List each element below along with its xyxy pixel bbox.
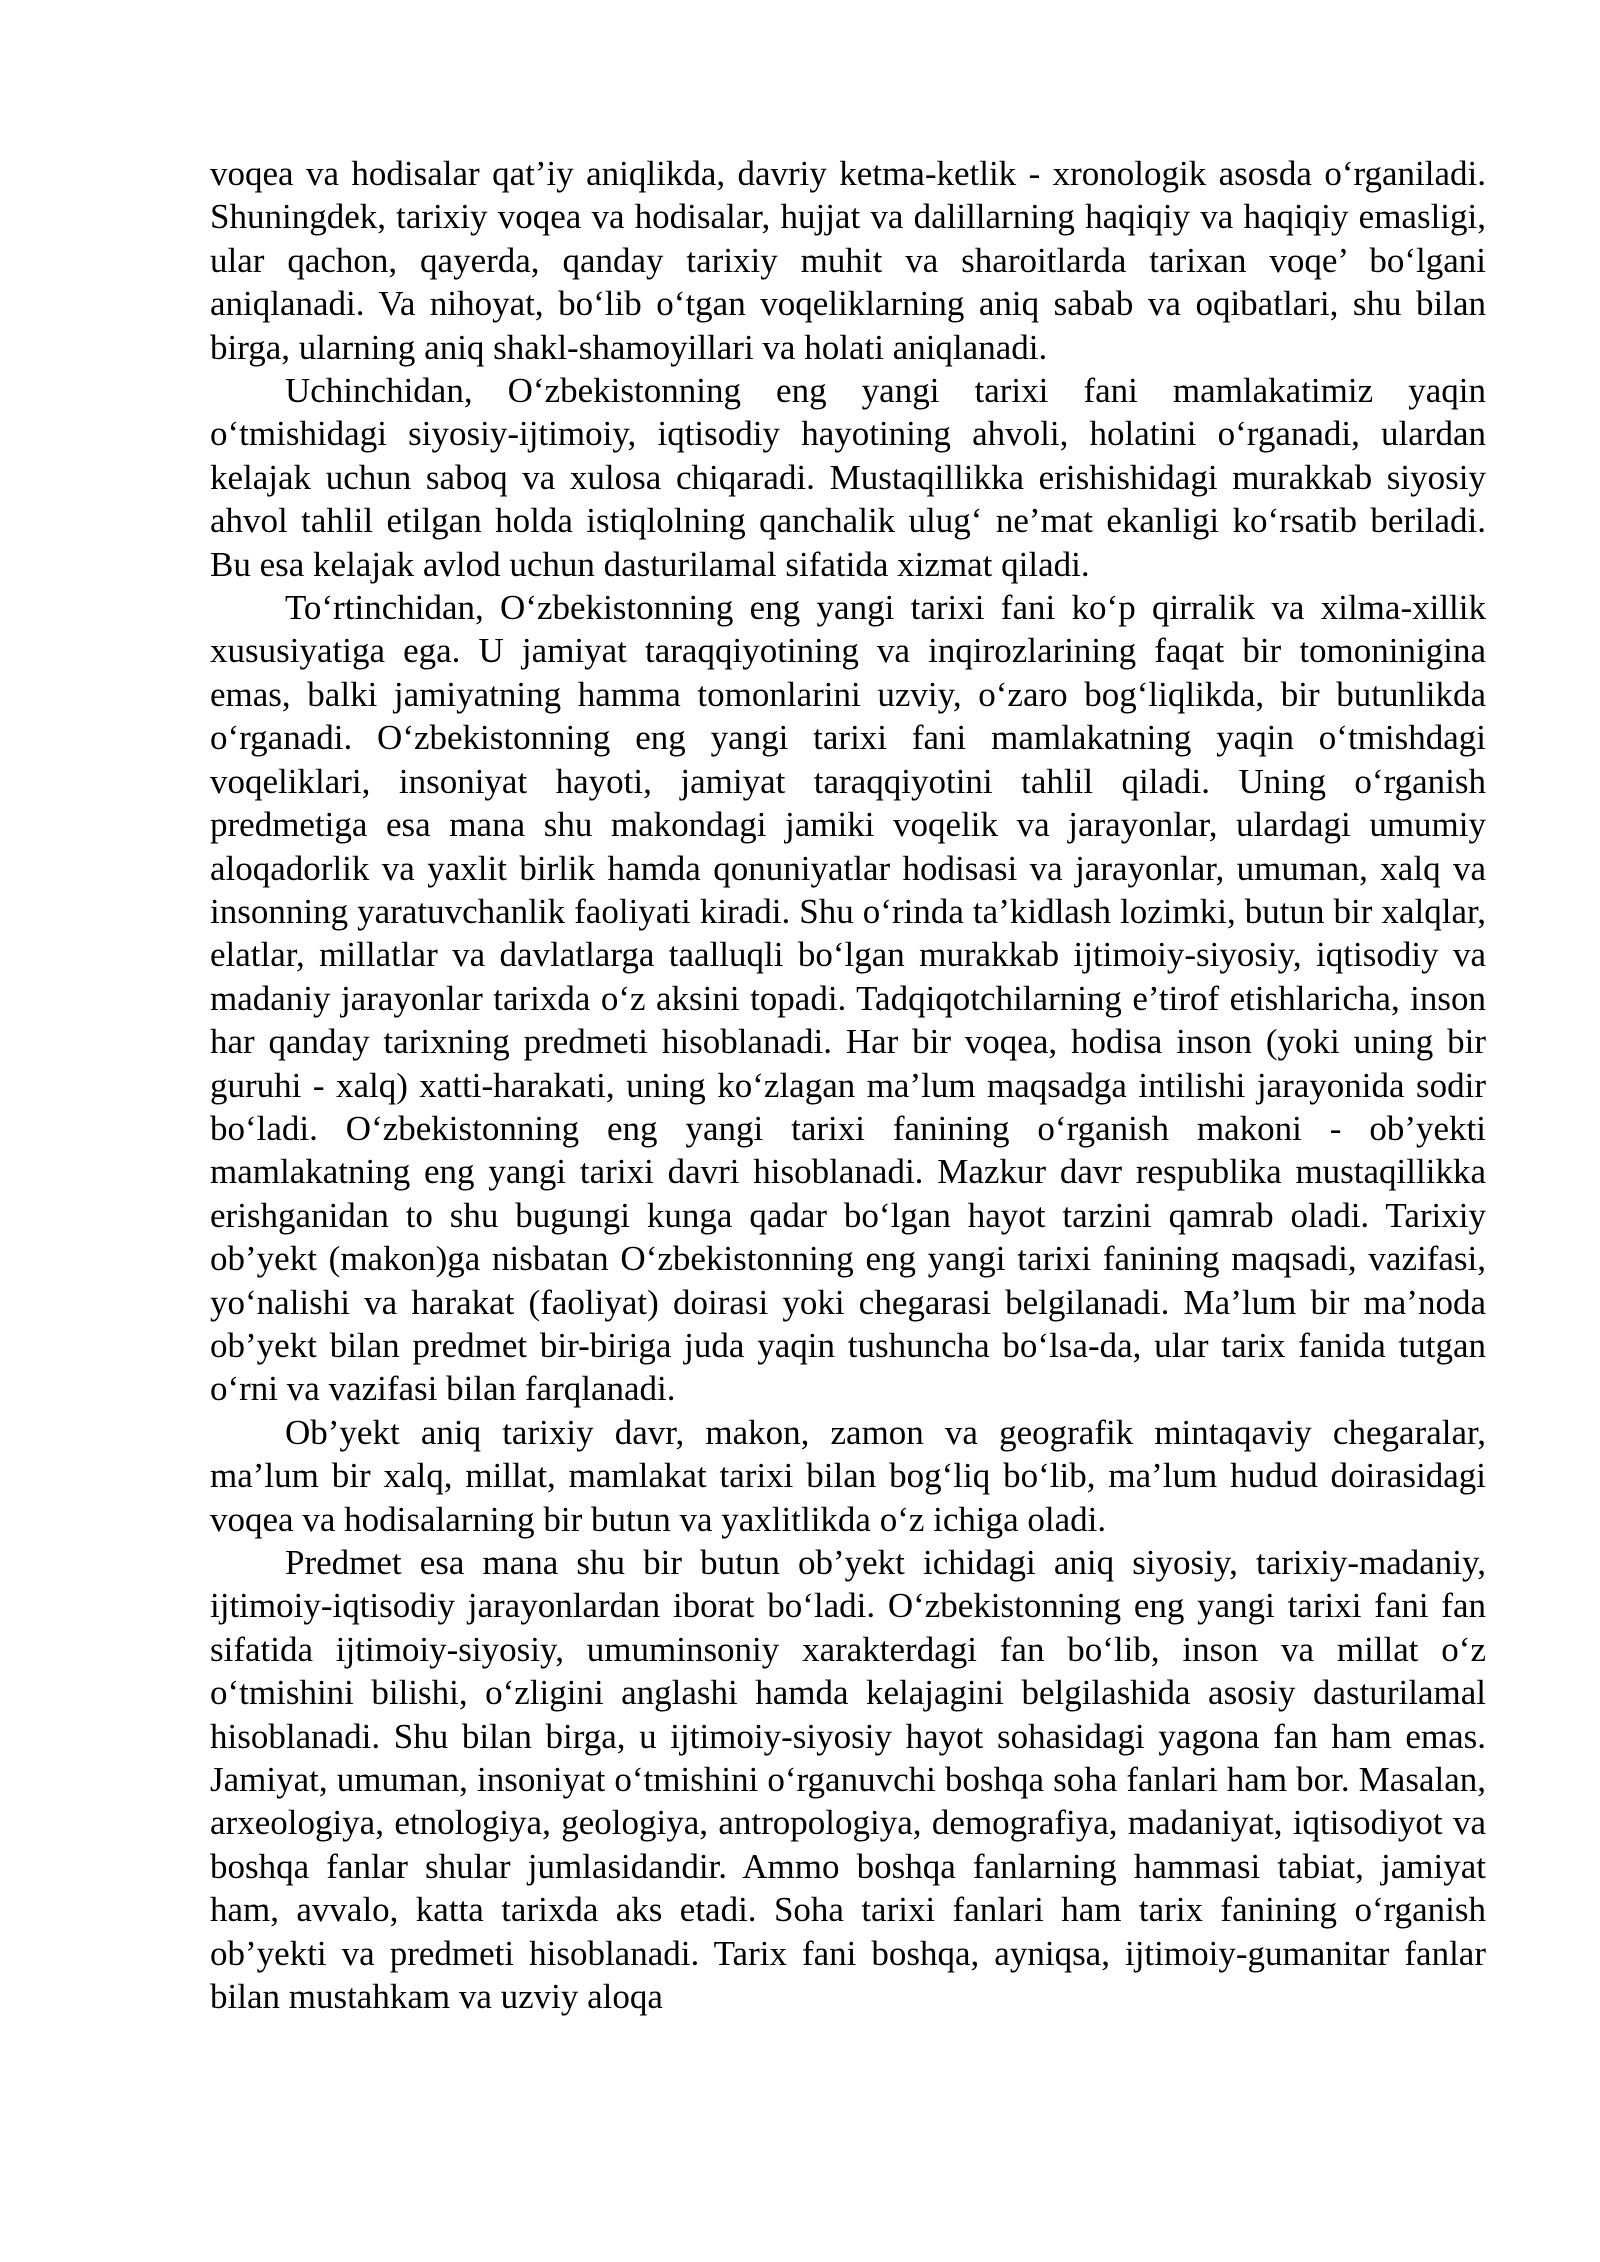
document-page [210,152,1486,2018]
paragraph-1: voqea va hodisalar qat’iy aniqlikda, davriy ketma-ketlik - xronologik asosda o‘rganiladi. Shuningdek, tarixiy voqea va hodisalar, hujjat va dalillarning haqiqiy va haqiqiy emasligi, ular qachon, qayerda, qanday tarixiy muhit va sharoitlarda tarixan voqe’ bo‘lgani aniqlanadi. Va nihoyat, bo‘lib o‘tgan voqeliklarning aniq sabab va oqibatlari, shu bilan birga, ularning aniq shakl-shamoyillari va holati aniqlanadi. [210,154,1486,367]
paragraph-2: Uchinchidan, O‘zbekistonning eng yangi tarixi fani mamlakatimiz yaqin o‘tmishidagi siyosiy-ijtimoiy, iqtisodiy hayotining ahvoli, holatini o‘rganadi, ulardan kelajak uchun saboq va xulosa chiqaradi. Mustaqillikka erishishidagi murakkab siyosiy ahvol tahlil etilgan holda istiqlolning qanchalik ulug‘ ne’mat ekanligi ko‘rsatib beriladi. Bu esa kelajak avlod uchun dasturilamal sifatida xizmat qiladi. [210,371,1486,584]
paragraph-5: Predmet esa mana shu bir butun ob’yekt ichidagi aniq siyosiy, tarixiy-madaniy, ijtimoiy-iqtisodiy jarayonlardan iborat bo‘ladi. O‘zbekistonning eng yangi tarixi fani fan sifatida ijtimoiy-siyosiy, umuminsoniy xarakterdagi fan bo‘lib, inson va millat o‘z o‘tmishini bilishi, o‘zligini anglashi hamda kelajagini belgilashida asosiy dasturilamal hisoblanadi. Shu bilan birga, u ijtimoiy-siyosiy hayot sohasidagi yagona fan ham emas. Jamiyat, umuman, insoniyat o‘tmishini o‘rganuvchi boshqa soha fanlari ham bor. Masalan, arxeologiya, etnologiya, geologiya, antropologiya, demografiya, madaniyat, iqtisodiyot va boshqa fanlar shular jumlasidandir. Ammo boshqa fanlarning hammasi tabiat, jamiyat ham, avvalo, katta tarixda aks etadi. Soha tarixi fanlari ham tarix fanining o‘rganish ob’yekti va predmeti hisoblanadi. Tarix fani boshqa, ayniqsa, ijtimoiy-gumanitar fanlar bilan mustahkam va uzviy aloqa [210,1543,1486,2017]
paragraph-4: Ob’yekt aniq tarixiy davr, makon, zamon va geografik mintaqaviy chegaralar, ma’lum bir xalq, millat, mamlakat tarixi bilan bog‘liq bo‘lib, ma’lum hudud doirasidagi voqea va hodisalarning bir butun va yaxlitlikda o‘z ichiga oladi. [210,1412,1486,1539]
paragraph-3: To‘rtinchidan, O‘zbekistonning eng yangi tarixi fani ko‘p qirralik va xilma-xillik xususiyatiga ega. U jamiyat taraqqiyotining va inqirozlarining faqat bir tomoninigina emas, balki jamiyatning hamma tomonlarini uzviy, o‘zaro bog‘liqlikda, bir butunlikda o‘rganadi. O‘zbekistonning eng yangi tarixi fani mamlakatning yaqin o‘tmishdagi voqeliklari, insoniyat hayoti, jamiyat taraqqiyotini tahlil qiladi. Uning o‘rganish predmetiga esa mana shu makondagi jamiki voqelik va jarayonlar, ulardagi umumiy aloqadorlik va yaxlit birlik hamda qonuniyatlar hodisasi va jarayonlar, umuman, xalq va insonning yaratuvchanlik faoliyati kiradi. Shu o‘rinda ta’kidlash lozimki, butun bir xalqlar, elatlar, millatlar va davlatlarga taalluqli bo‘lgan murakkab ijtimoiy-siyosiy, iqtisodiy va madaniy jarayonlar tarixda o‘z aksini topadi. Tadqiqotchilarning e’tirof etishlaricha, inson har qanday tarixning predmeti hisoblanadi. Har bir voqea, hodisa inson (yoki uning bir guruhi - xalq) xatti-harakati, uning ko‘zlagan ma’lum maqsadga intilishi jarayonida sodir bo‘ladi. O‘zbekistonning eng yangi tarixi fanining o‘rganish makoni - ob’yekti mamlakatning eng yangi tarixi davri hisoblanadi. Mazkur davr respublika mustaqillikka erishganidan to shu bugungi kunga qadar bo‘lgan hayot tarzini qamrab oladi. Tarixiy ob’yekt (makon)ga nisbatan O‘zbekistonning eng yangi tarixi fanining maqsadi, vazifasi, yo‘nalishi va harakat (faoliyat) doirasi yoki chegarasi belgilanadi. Ma’lum bir ma’noda ob’yekt bilan predmet bir-biriga juda yaqin tushuncha bo‘lsa-da, ular tarix fanida tutgan o‘rni va vazifasi bilan farqlanadi. [210,588,1486,1409]
